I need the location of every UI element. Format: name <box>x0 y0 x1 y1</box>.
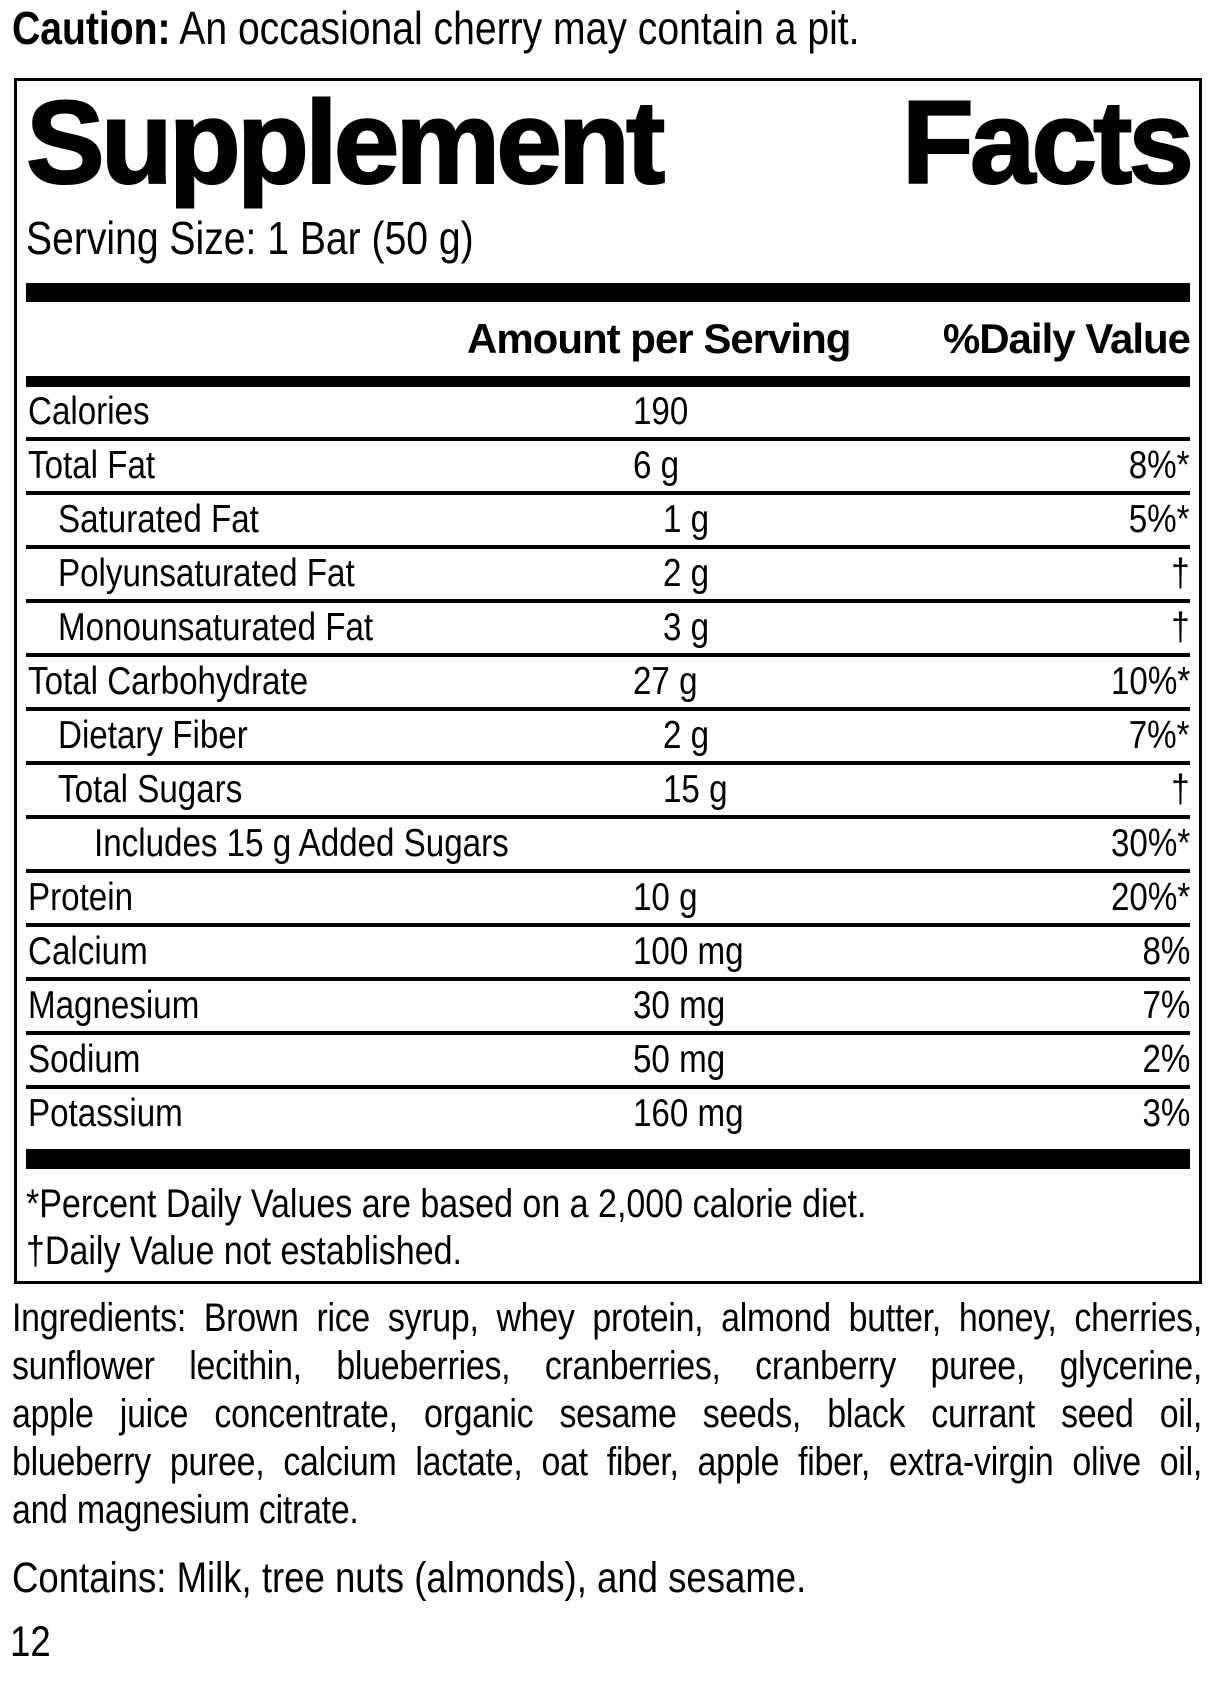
nutrient-daily-value: † <box>1171 768 1190 811</box>
nutrient-amount-cell <box>633 444 1118 488</box>
nutrient-amount: 100 mg <box>633 930 744 973</box>
nutrient-daily-value-cell <box>1118 714 1190 758</box>
nutrition-table <box>26 387 1190 1139</box>
table-row <box>26 927 1190 981</box>
nutrient-label: Calories <box>28 390 150 433</box>
nutrient-label: Sodium <box>28 1038 141 1081</box>
nutrient-daily-value-cell <box>1168 606 1190 650</box>
nutrient-amount: 160 mg <box>633 1092 744 1135</box>
nutrient-amount-cell <box>699 822 1097 866</box>
table-row <box>26 981 1190 1035</box>
nutrient-amount: 2 g <box>663 714 710 757</box>
nutrient-daily-value: 2% <box>1142 1038 1190 1081</box>
caution-label: Caution: <box>12 2 171 54</box>
caution-text: An occasional cherry may contain a pit. <box>179 2 860 54</box>
nutrient-daily-value: 8%* <box>1129 444 1190 487</box>
nutrient-amount-cell <box>633 984 1134 1028</box>
table-row <box>26 1089 1190 1139</box>
ingredients-paragraph <box>12 1294 1202 1534</box>
nutrient-daily-value: 7% <box>1142 984 1190 1027</box>
table-row <box>26 1035 1190 1089</box>
nutrient-label-cell <box>26 552 663 596</box>
nutrient-amount: 3 g <box>663 606 710 649</box>
table-row <box>26 549 1190 603</box>
nutrient-amount: 6 g <box>633 444 680 487</box>
nutrient-label-cell <box>26 768 663 812</box>
nutrient-label-cell <box>26 714 663 758</box>
nutrient-amount-cell <box>663 606 1168 650</box>
nutrient-label-cell <box>26 984 633 1028</box>
nutrient-amount-cell <box>633 876 1097 920</box>
nutrient-daily-value: 5%* <box>1129 498 1190 541</box>
nutrient-amount-cell <box>663 498 1118 542</box>
nutrient-amount: 1 g <box>663 498 710 541</box>
nutrient-label-cell <box>26 930 633 974</box>
page-number: 12 <box>10 1618 51 1666</box>
nutrient-daily-value-cell <box>1097 660 1190 704</box>
serving-size: Serving Size: 1 Bar (50 g) <box>26 212 474 264</box>
nutrient-daily-value-cell <box>1134 1092 1190 1136</box>
ingredients-line: and magnesium citrate. <box>12 1488 359 1532</box>
nutrient-label: Total Sugars <box>58 768 243 811</box>
nutrient-amount: 2 g <box>663 552 710 595</box>
nutrient-label: Dietary Fiber <box>58 714 248 757</box>
nutrient-daily-value: 20%* <box>1110 876 1190 919</box>
nutrient-label-cell <box>26 1092 633 1136</box>
ingredients-line: apple juice concentrate, organic sesame seeds, black currant seed oil, <box>12 1392 1203 1436</box>
nutrient-daily-value: † <box>1171 606 1190 649</box>
caution-text-wrap <box>12 2 860 54</box>
footnote-daily-values: *Percent Daily Values are based on a 2,000 calorie diet. <box>26 1182 867 1226</box>
nutrient-label-cell <box>26 660 633 704</box>
nutrient-label-cell <box>26 876 633 920</box>
nutrient-daily-value-cell <box>1118 498 1190 542</box>
table-row <box>26 711 1190 765</box>
caution-line <box>12 2 1009 54</box>
nutrient-daily-value-cell <box>1134 1038 1190 1082</box>
ingredients-line: sunflower lecithin, blueberries, cranberries, cranberry puree, glycerine, <box>12 1344 1203 1388</box>
ingredients-lines <box>12 1294 1202 1534</box>
footnote-dagger: †Daily Value not established. <box>26 1229 462 1273</box>
nutrient-label-cell <box>26 822 699 866</box>
nutrient-daily-value: † <box>1171 552 1190 595</box>
header-amount-per-serving: Amount per Serving <box>467 315 851 362</box>
nutrient-amount-cell <box>663 768 1168 812</box>
nutrient-label: Monounsaturated Fat <box>58 606 374 649</box>
nutrient-daily-value-cell <box>1097 876 1190 920</box>
nutrient-amount: 190 <box>633 390 689 433</box>
footnotes <box>26 1181 1190 1275</box>
nutrient-daily-value-cell <box>1097 822 1190 866</box>
nutrient-daily-value: 3% <box>1142 1092 1190 1135</box>
nutrient-amount-cell <box>633 660 1097 704</box>
header-daily-value: %Daily Value <box>942 315 1190 362</box>
nutrient-daily-value: 7%* <box>1129 714 1190 757</box>
nutrient-label-cell <box>26 444 633 488</box>
table-row <box>26 441 1190 495</box>
thick-divider-bottom <box>26 1149 1190 1169</box>
nutrient-daily-value-cell <box>1134 984 1190 1028</box>
nutrient-amount: 10 g <box>633 876 698 919</box>
contains-statement: Contains: Milk, tree nuts (almonds), and sesame. <box>12 1554 807 1602</box>
nutrient-daily-value-cell <box>1134 930 1190 974</box>
table-row <box>26 603 1190 657</box>
nutrient-label-cell <box>26 390 633 434</box>
ingredients-line: Ingredients: Brown rice syrup, whey protein, almond butter, honey, cherries, <box>12 1296 1203 1340</box>
panel-title <box>26 77 1190 209</box>
nutrient-label: Total Fat <box>28 444 156 487</box>
nutrient-amount-cell <box>663 552 1168 596</box>
nutrient-amount: 15 g <box>663 768 728 811</box>
nutrient-label: Polyunsaturated Fat <box>58 552 355 595</box>
table-header <box>26 302 1190 376</box>
nutrient-daily-value-cell <box>1168 552 1190 596</box>
table-row <box>26 819 1190 873</box>
nutrient-label: Magnesium <box>28 984 200 1027</box>
supplement-facts-panel <box>14 78 1202 1284</box>
thick-divider-top <box>26 283 1190 302</box>
table-row <box>26 495 1190 549</box>
table-row <box>26 657 1190 711</box>
nutrient-label: Includes 15 g Added Sugars <box>94 822 509 865</box>
nutrient-daily-value-cell <box>1118 444 1190 488</box>
table-row <box>26 873 1190 927</box>
nutrient-label-cell <box>26 498 663 542</box>
nutrient-label: Potassium <box>28 1092 183 1135</box>
nutrient-daily-value: 8% <box>1142 930 1190 973</box>
nutrient-label: Calcium <box>28 930 148 973</box>
nutrient-amount-cell <box>633 390 1190 434</box>
nutrient-daily-value: 10%* <box>1110 660 1190 703</box>
nutrient-amount: 27 g <box>633 660 698 703</box>
panel-title-right: Facts <box>901 77 1190 209</box>
ingredients-line: blueberry puree, calcium lactate, oat fiber, apple fiber, extra-virgin olive oil, <box>12 1440 1203 1484</box>
table-row <box>26 765 1190 819</box>
nutrient-amount: 30 mg <box>633 984 726 1027</box>
nutrient-daily-value: 30%* <box>1110 822 1190 865</box>
nutrient-amount-cell <box>663 714 1118 758</box>
nutrient-label-cell <box>26 606 663 650</box>
nutrient-amount-cell <box>633 930 1134 974</box>
nutrient-label: Saturated Fat <box>58 498 259 541</box>
nutrient-amount: 50 mg <box>633 1038 726 1081</box>
nutrient-amount-cell <box>633 1038 1134 1082</box>
panel-title-left: Supplement <box>26 77 662 209</box>
nutrient-amount-cell <box>633 1092 1134 1136</box>
nutrient-label-cell <box>26 1038 633 1082</box>
thick-divider-header <box>26 376 1190 387</box>
nutrient-label: Protein <box>28 876 134 919</box>
nutrient-label: Total Carbohydrate <box>28 660 309 703</box>
nutrient-daily-value-cell <box>1168 768 1190 812</box>
table-row <box>26 387 1190 441</box>
